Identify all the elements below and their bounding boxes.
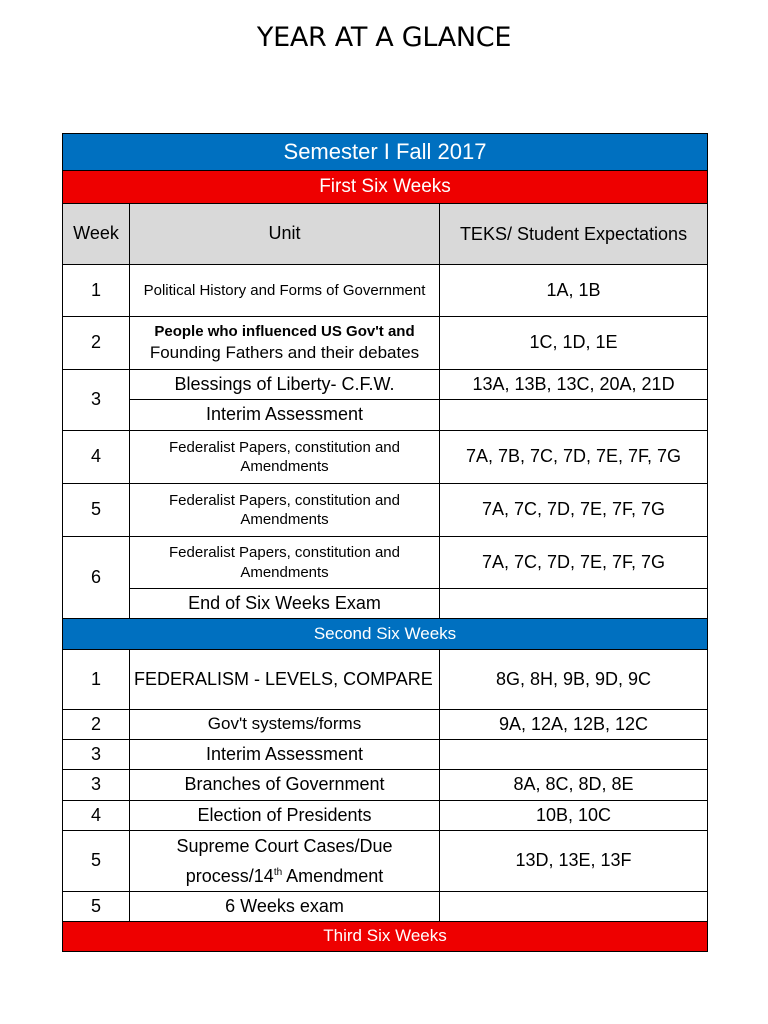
teks-cell: 13D, 13E, 13F — [440, 831, 708, 892]
unit-cell: 6 Weeks exam — [130, 892, 440, 922]
week-cell: 3 — [63, 370, 130, 431]
unit-line: Supreme Court Cases/Due — [176, 836, 393, 856]
week-cell: 5 — [63, 892, 130, 922]
table-row — [63, 892, 708, 922]
third-six-weeks-heading: Third Six Weeks — [63, 922, 708, 952]
unit-cell — [130, 317, 440, 370]
table-row — [63, 484, 708, 537]
page-title: YEAR AT A GLANCE — [256, 22, 512, 53]
unit-cell — [130, 831, 440, 892]
unit-cell: Political History and Forms of Government — [130, 265, 440, 317]
unit-line: People who influenced US Gov't and — [154, 323, 415, 341]
table-row — [63, 265, 708, 317]
week-cell: 2 — [63, 710, 130, 740]
table-row — [63, 650, 708, 710]
teks-column-header: TEKS/ Student Expectations — [440, 204, 708, 265]
teks-cell — [440, 400, 708, 431]
teks-cell: 7A, 7C, 7D, 7E, 7F, 7G — [440, 537, 708, 589]
week-cell: 3 — [63, 740, 130, 770]
table-row — [63, 710, 708, 740]
week-cell: 1 — [63, 650, 130, 710]
unit-cell: Blessings of Liberty- C.F.W. — [130, 370, 440, 400]
table-row — [63, 400, 708, 431]
unit-text: Amendment — [282, 866, 384, 886]
unit-cell: Branches of Government — [130, 770, 440, 801]
week-cell: 6 — [63, 537, 130, 619]
semester-heading: Semester I Fall 2017 — [63, 134, 708, 171]
week-cell: 4 — [63, 801, 130, 831]
unit-cell: End of Six Weeks Exam — [130, 589, 440, 619]
unit-line — [134, 861, 435, 891]
teks-cell: 13A, 13B, 13C, 20A, 21D — [440, 370, 708, 400]
table-row — [63, 740, 708, 770]
teks-cell — [440, 892, 708, 922]
unit-cell: FEDERALISM - LEVELS, COMPARE — [130, 650, 440, 710]
teks-cell: 10B, 10C — [440, 801, 708, 831]
teks-cell: 7A, 7B, 7C, 7D, 7E, 7F, 7G — [440, 431, 708, 484]
teks-cell: 9A, 12A, 12B, 12C — [440, 710, 708, 740]
week-cell: 5 — [63, 484, 130, 537]
table-row — [63, 770, 708, 801]
table-row — [63, 589, 708, 619]
week-cell: 1 — [63, 265, 130, 317]
second-six-weeks-heading: Second Six Weeks — [63, 619, 708, 650]
unit-cell: Federalist Papers, constitution and Amendments — [130, 537, 440, 589]
teks-cell: 8A, 8C, 8D, 8E — [440, 770, 708, 801]
unit-cell: Gov't systems/forms — [130, 710, 440, 740]
table-row — [63, 831, 708, 892]
teks-cell: 7A, 7C, 7D, 7E, 7F, 7G — [440, 484, 708, 537]
week-column-header: Week — [63, 204, 130, 265]
unit-line: Founding Fathers and their debates — [149, 342, 420, 362]
teks-cell: 1C, 1D, 1E — [440, 317, 708, 370]
table-row — [63, 370, 708, 400]
column-header-row — [63, 204, 708, 265]
teks-cell: 8G, 8H, 9B, 9D, 9C — [440, 650, 708, 710]
teks-cell — [440, 589, 708, 619]
first-six-weeks-heading: First Six Weeks — [63, 171, 708, 204]
table-row — [63, 317, 708, 370]
unit-cell: Federalist Papers, constitution and Amendments — [130, 431, 440, 484]
week-cell: 2 — [63, 317, 130, 370]
year-at-a-glance-table — [62, 133, 708, 952]
teks-cell: 1A, 1B — [440, 265, 708, 317]
table-row — [63, 801, 708, 831]
unit-column-header: Unit — [130, 204, 440, 265]
week-cell: 4 — [63, 431, 130, 484]
unit-cell: Election of Presidents — [130, 801, 440, 831]
unit-cell: Federalist Papers, constitution and Amendments — [130, 484, 440, 537]
table-row — [63, 431, 708, 484]
unit-cell: Interim Assessment — [130, 400, 440, 431]
unit-cell: Interim Assessment — [130, 740, 440, 770]
week-cell: 3 — [63, 770, 130, 801]
week-cell: 5 — [63, 831, 130, 892]
unit-superscript: th — [273, 867, 283, 878]
unit-text: process/14 — [185, 866, 274, 886]
table-row — [63, 537, 708, 589]
teks-cell — [440, 740, 708, 770]
